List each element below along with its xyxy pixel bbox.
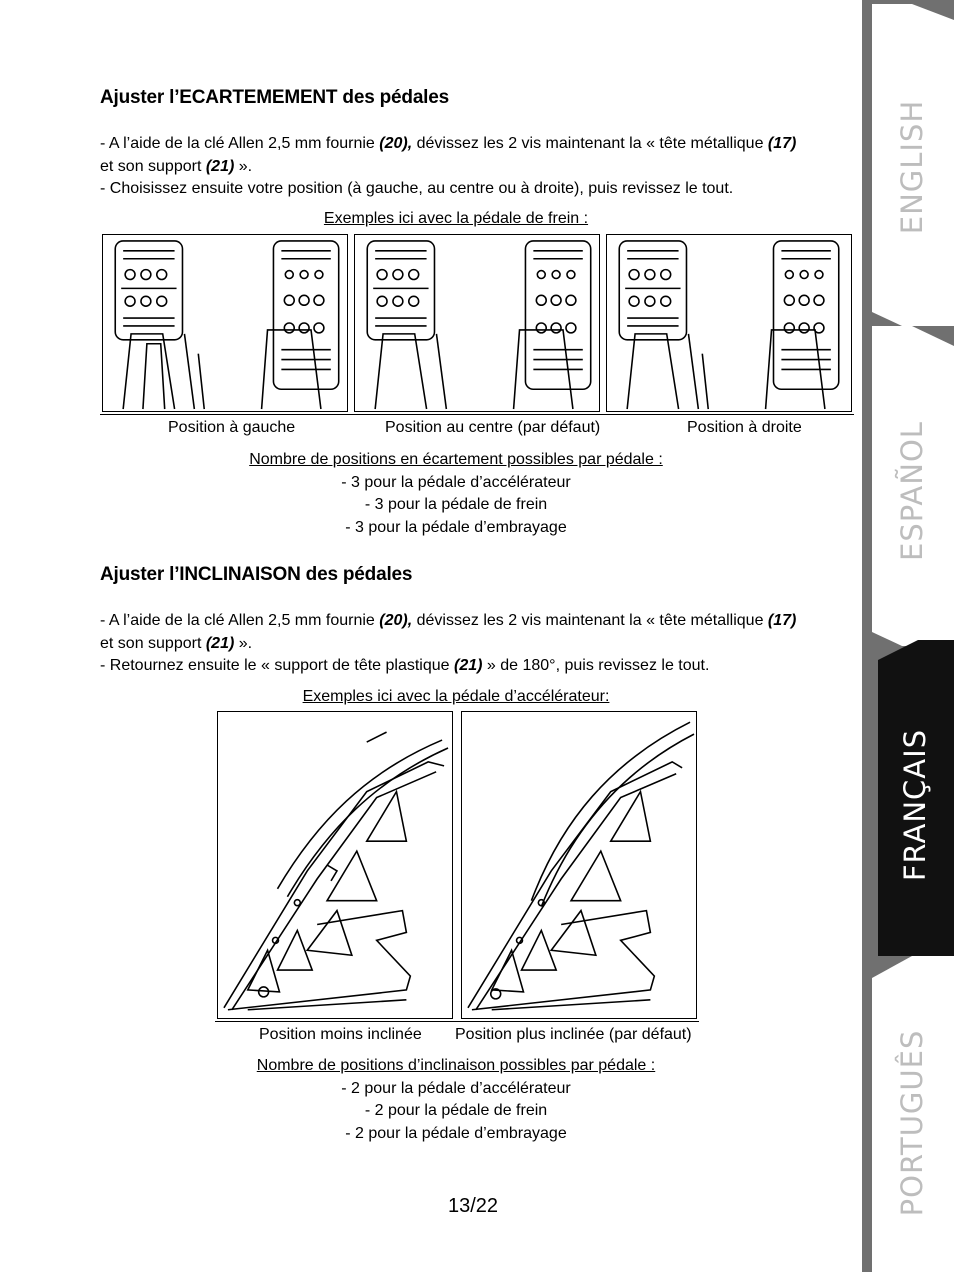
example-label: [100, 686, 812, 709]
positions-item: - 3 pour la pédale d’embrayage: [345, 518, 567, 536]
text: et son support: [100, 634, 206, 652]
tab-label-francais: FRANÇAIS: [898, 728, 932, 882]
divider: [215, 1021, 699, 1022]
instructions-spacing: [100, 133, 820, 201]
text: - Retournez ensuite le « support de tête plastique: [100, 657, 454, 674]
reference: (21): [205, 157, 235, 175]
instructions-inclination: [100, 610, 820, 678]
example-label-text: Exemples ici avec la pédale d’accélérateur:: [302, 688, 610, 705]
positions-summary-spacing: [100, 449, 812, 539]
reference: (21): [454, 657, 483, 674]
reference: (17): [767, 135, 797, 152]
reference: (17): [767, 612, 797, 629]
tab-espanol[interactable]: [872, 326, 954, 646]
pedal-side-illustration: [218, 712, 452, 1018]
text: ».: [234, 157, 253, 175]
caption-center: Position au centre (par défaut): [385, 419, 601, 436]
reference: (21): [205, 634, 235, 652]
pedal-illustration: [355, 235, 599, 411]
figure-more-inclined: [461, 711, 697, 1019]
text: ».: [234, 634, 253, 652]
figure-position-right: [606, 234, 852, 412]
positions-item: - 2 pour la pédale d’embrayage: [345, 1124, 567, 1142]
positions-summary-inclination: [100, 1055, 812, 1145]
text: dévissez les 2 vis maintenant la « tête métallique: [412, 135, 768, 152]
text: et son support: [100, 157, 206, 175]
positions-item: - 3 pour la pédale de frein: [364, 496, 548, 513]
positions-title: Nombre de positions d’inclinaison possibles par pédale :: [256, 1057, 656, 1074]
section-title-inclination: Ajuster l’INCLINAISON des pédales: [100, 564, 413, 585]
figure-less-inclined: [217, 711, 453, 1019]
caption-more-inclined: Position plus inclinée (par défaut): [455, 1026, 692, 1043]
instruction-line: [100, 133, 820, 156]
example-label-text: Exemples ici avec la pédale de frein :: [323, 210, 589, 227]
tab-label-espanol: ESPAÑOL: [895, 421, 929, 561]
pedal-illustration: [607, 235, 851, 411]
instruction-line: [100, 655, 820, 678]
tab-francais[interactable]: [872, 640, 954, 956]
page-number: 13/22: [448, 1195, 499, 1217]
instruction-line: [100, 156, 820, 179]
figure-position-center: [354, 234, 600, 412]
text: » de 180°, puis revissez le tout.: [482, 657, 710, 674]
tab-label-portugues: PORTUGUÊS: [895, 1029, 929, 1217]
reference: (20),: [379, 135, 413, 152]
positions-item: - 2 pour la pédale d’accélérateur: [341, 1079, 571, 1097]
positions-item: - 2 pour la pédale de frein: [364, 1102, 548, 1119]
text: dévissez les 2 vis maintenant la « tête métallique: [412, 612, 768, 629]
positions-item: - 3 pour la pédale d’accélérateur: [341, 473, 571, 491]
example-label: [100, 208, 812, 231]
caption-right: Position à droite: [687, 419, 802, 436]
tab-portugues[interactable]: [872, 956, 954, 1272]
pedal-illustration: [103, 235, 347, 411]
instruction-line: [100, 610, 820, 633]
text: - A l’aide de la clé Allen 2,5 mm fournie: [100, 612, 380, 629]
text: - A l’aide de la clé Allen 2,5 mm fournie: [100, 135, 380, 152]
pedal-side-illustration: [462, 712, 696, 1018]
positions-title: Nombre de positions en écartement possibles par pédale :: [249, 451, 663, 468]
tab-label-english: ENGLISH: [895, 99, 929, 235]
tab-english[interactable]: [872, 4, 954, 326]
instruction-line: - Choisissez ensuite votre position (à gauche, au centre ou à droite), puis revissez le tout.: [100, 180, 734, 197]
caption-less-inclined: Position moins inclinée: [259, 1026, 422, 1043]
instruction-line: [100, 633, 820, 656]
caption-left: Position à gauche: [168, 419, 296, 436]
section-title-spacing: Ajuster l’ECARTEMEMENT des pédales: [100, 87, 449, 108]
reference: (20),: [379, 612, 413, 629]
figure-position-left: [102, 234, 348, 412]
divider: [100, 414, 854, 415]
